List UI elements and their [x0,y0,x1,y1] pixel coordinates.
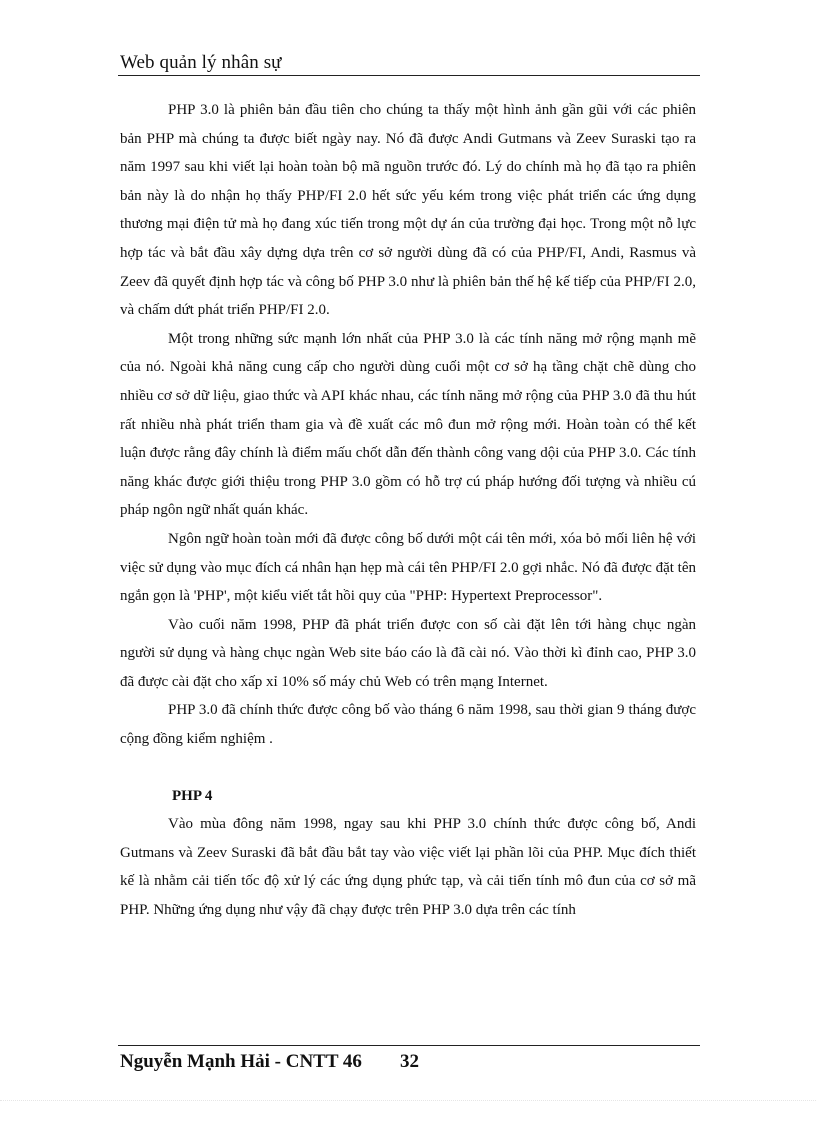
paragraph-php3-adoption: Vào cuối năm 1998, PHP đã phát triển được con số cài đặt lên tới hàng chục ngàn người sử dụng và hàng chục ngàn Web site báo cáo là đã cài nó. Vào thời kì đỉnh cao, PHP 3.0 đã được cài đặt cho xấp xỉ 10% số máy chủ Web có trên mạng Internet. [120,616,696,690]
paragraph-php3-extensions: Một trong những sức mạnh lớn nhất của PHP 3.0 là các tính năng mở rộng mạnh mẽ của nó. Ngoài khả năng cung cấp cho người dùng cuối một cơ sở hạ tầng chặt chẽ dùng cho nhiều cơ sở dữ liệu, giao thức và API khác nhau, các tính năng mở rộng của PHP 3.0 đã thu hút rất nhiều nhà phát triển tham gia và đề xuất các mô đun mở rộng mới. Hoàn toàn có thể kết luận được rằng đây chính là điểm mấu chốt dẫn đến thành công vang dội của PHP 3.0. Các tính năng khác được giới thiệu trong PHP 3.0 gồm có hỗ trợ cú pháp hướng đối tượng và nhiều cú pháp ngôn ngữ nhất quán khác. [120,330,696,519]
paragraph-php3-intro: PHP 3.0 là phiên bản đầu tiên cho chúng ta thấy một hình ảnh gần gũi với các phiên bản PHP mà chúng ta được biết ngày nay. Nó đã được Andi Gutmans và Zeev Suraski tạo ra năm 1997 sau khi viết lại hoàn toàn bộ mã nguồn trước đó. Lý do chính mà họ đã tạo ra phiên bản này là do nhận họ thấy PHP/FI 2.0 hết sức yếu kém trong việc phát triển các ứng dụng thương mại điện tử mà họ đang xúc tiến trong một dự án của trường đại học. Trong một nỗ lực hợp tác và bắt đầu xây dựng dựa trên cơ sở người dùng đã có của PHP/FI, Andi, Rasmus và Zeev đã quyết định hợp tác và công bố PHP 3.0 như là phiên bản thế hệ kế tiếp của PHP/FI 2.0, và chấm dứt phát triển PHP/FI 2.0. [120,102,696,319]
footer-divider [118,1045,700,1046]
section-title-php4: PHP 4 [172,787,213,804]
page-number: 32 [400,1051,419,1072]
header-divider [118,75,700,76]
footer-author: Nguyễn Mạnh Hải - CNTT 46 [120,1051,362,1072]
page-bottom-border [0,1100,816,1101]
document-body [120,96,696,925]
paragraph-php4-intro: Vào mùa đông năm 1998, ngay sau khi PHP 3.0 chính thức được công bố, Andi Gutmans và Zeev Suraski đã bắt đầu bắt tay vào việc viết lại phần lõi của PHP. Mục đích thiết kế là nhằm cải tiến tốc độ xử lý các ứng dụng phức tạp, và cải tiến tính mô đun của cơ sở mã PHP. Những ứng dụng như vậy đã chạy được trên PHP 3.0 dựa trên các tính [120,816,696,919]
page-header-title: Web quản lý nhân sự [120,52,282,73]
paragraph-php3-naming: Ngôn ngữ hoàn toàn mới đã được công bố dưới một cái tên mới, xóa bỏ mối liên hệ với việc sử dụng vào mục đích cá nhân hạn hẹp mà cái tên PHP/FI 2.0 gợi nhắc. Nó đã được đặt tên ngắn gọn là 'PHP', một kiểu viết tắt hồi quy của "PHP: Hypertext Preprocessor". [120,530,696,605]
paragraph-php3-release: PHP 3.0 đã chính thức được công bố vào tháng 6 năm 1998, sau thời gian 9 tháng được cộng đồng kiểm nghiệm . [120,702,696,748]
